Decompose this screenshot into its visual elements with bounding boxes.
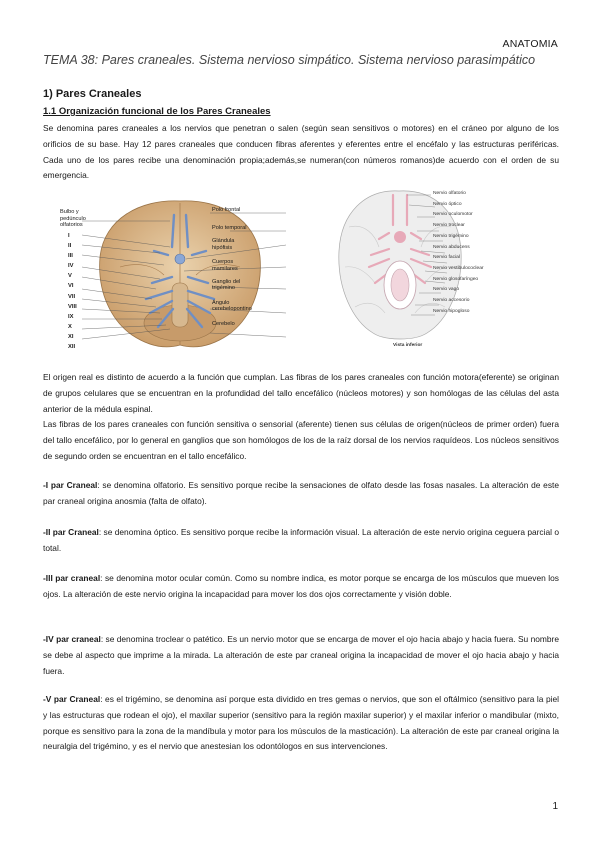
cranial-pair-2-text: : se denomina óptico. Es sensitivo porque recibe la información visual. La alteración de este nervio origina ceguera parcial o total. <box>43 527 559 553</box>
cranial-nerve-numerals: I II III IV V VI VII VIII IX X XI XII <box>68 233 77 351</box>
cranial-pair-5-text: : es el trigémino, se denomina así porque esta dividido en tres gemas o nervios, que son el oftálmico (sensitivo para la piel y las estructuras que rodean el ojo), el maxilar superior (sensitivo para la región maxilar superior) y el maxilar inferior o mandibular (mixto, porque es sensitivo para la zona de la mandíbula y motor para los músculos de la masticación). La alteración de este par craneal origina la neuralgia del trigémino, y es el nervio que anestesian los odontólogos en sus intervenciones. <box>43 694 559 752</box>
brain-base-labels-right: Polo frontal Polo temporal Glándula hipófisis Cuerpos mamilares Ganglio del trigémino Ángulo cerebelopontino Cerebelo <box>212 207 252 327</box>
brain-base-figure <box>60 195 300 355</box>
origin-paragraph-2: Las fibras de los pares craneales con función sensitiva o sensorial (aferente) tienen sus células de origen(núcleos de primer orden) fuera del tallo encefálico, por lo general en ganglios que son homólogos de los de la raíz dorsal de los nervios raquídeos. Los núcleos sensitivos de segundo orden se encuentran en el tallo encefálico. <box>43 419 559 461</box>
cranial-pair-5 <box>43 692 559 755</box>
brain-base-labels-left: Bulbo y pedúnculo olfatorios <box>60 209 86 229</box>
intro-paragraph: Se denomina pares craneales a los nervios que penetran o salen (según sean sensitivos o motores) en el cráneo por alguno de los orificios de su base. Hay 12 pares craneales que conducen fibras aferentes y eferentes entre el encéfalo y las estructuras periféricas. Cada uno de los pares recibe una denominación propia;además,se numeran(con números romanos)de acuerdo con el orden de su emergencia. <box>43 123 559 181</box>
cranial-pair-4-label: -IV par craneal <box>43 634 101 644</box>
inferior-view-caption: Vista inferior <box>393 343 423 348</box>
origin-paragraph-1: El origen real es distinto de acuerdo a la función que cumplan. Las fibras de los pares craneales con función motora(eferente) se originan de grupos celulares que se encuentran en la profundidad del tallo encefálico (núcleos motores) y son homólogas de las células del asta anterior de la médula espinal. <box>43 372 559 414</box>
cranial-pair-3-label: -III par craneal <box>43 573 101 583</box>
cranial-pair-2 <box>43 525 559 557</box>
cranial-pair-3-text: : se denomina motor ocular común. Como su nombre indica, es motor porque se encarga de los músculos que mueven los ojos. La alteración de este nervio origina la incapacidad para mover los dos ojos correctamente y visión doble. <box>43 573 559 599</box>
cranial-pair-2-label: -II par Craneal <box>43 527 99 537</box>
cranial-pair-3 <box>43 571 559 603</box>
subsection-title: 1.1 Organización funcional de los Pares Craneales <box>43 106 271 117</box>
inferior-view-illustration <box>335 187 515 352</box>
cranial-pair-4-text: : se denomina troclear o patético. Es un nervio motor que se encarga de mover el ojo hacia abajo y hacia fuera. Su nombre se debe al aspecto que imprime a la mirada. La alteración de este par craneal origina la incapacidad de mover el ojo hacia abajo y hacia fuera. <box>43 634 559 676</box>
document-title: TEMA 38: Pares craneales. Sistema nervioso simpático. Sistema nervioso parasimpático <box>43 53 536 67</box>
cranial-pair-5-label: -V par Craneal <box>43 694 101 704</box>
cranial-pair-1-label: -I par Craneal <box>43 480 98 490</box>
brain-base-illustration <box>60 195 300 355</box>
page-number: 1 <box>552 801 558 812</box>
section-title: 1) Pares Craneales <box>43 88 142 100</box>
header-subject: ANATOMIA <box>502 38 558 50</box>
cranial-pair-1-text: : se denomina olfatorio. Es sensitivo porque recibe la sensaciones de olfato desde las fosas nasales. La alteración de este par craneal origina anosmia (falta de olfato). <box>43 480 559 506</box>
inferior-view-labels: Nervio olfatorio Nervio óptico Nervio oculomotor Nervio troclear Nervio trigémino Nervio abducens Nervio facial Nervio vestibulococlear Nervio glosofaríngeo Nervio vago Nervio accesorio Nervio hipogloso <box>433 191 484 314</box>
cranial-pair-1 <box>43 478 559 510</box>
cranial-pair-4 <box>43 632 559 679</box>
inferior-view-figure <box>335 187 515 352</box>
